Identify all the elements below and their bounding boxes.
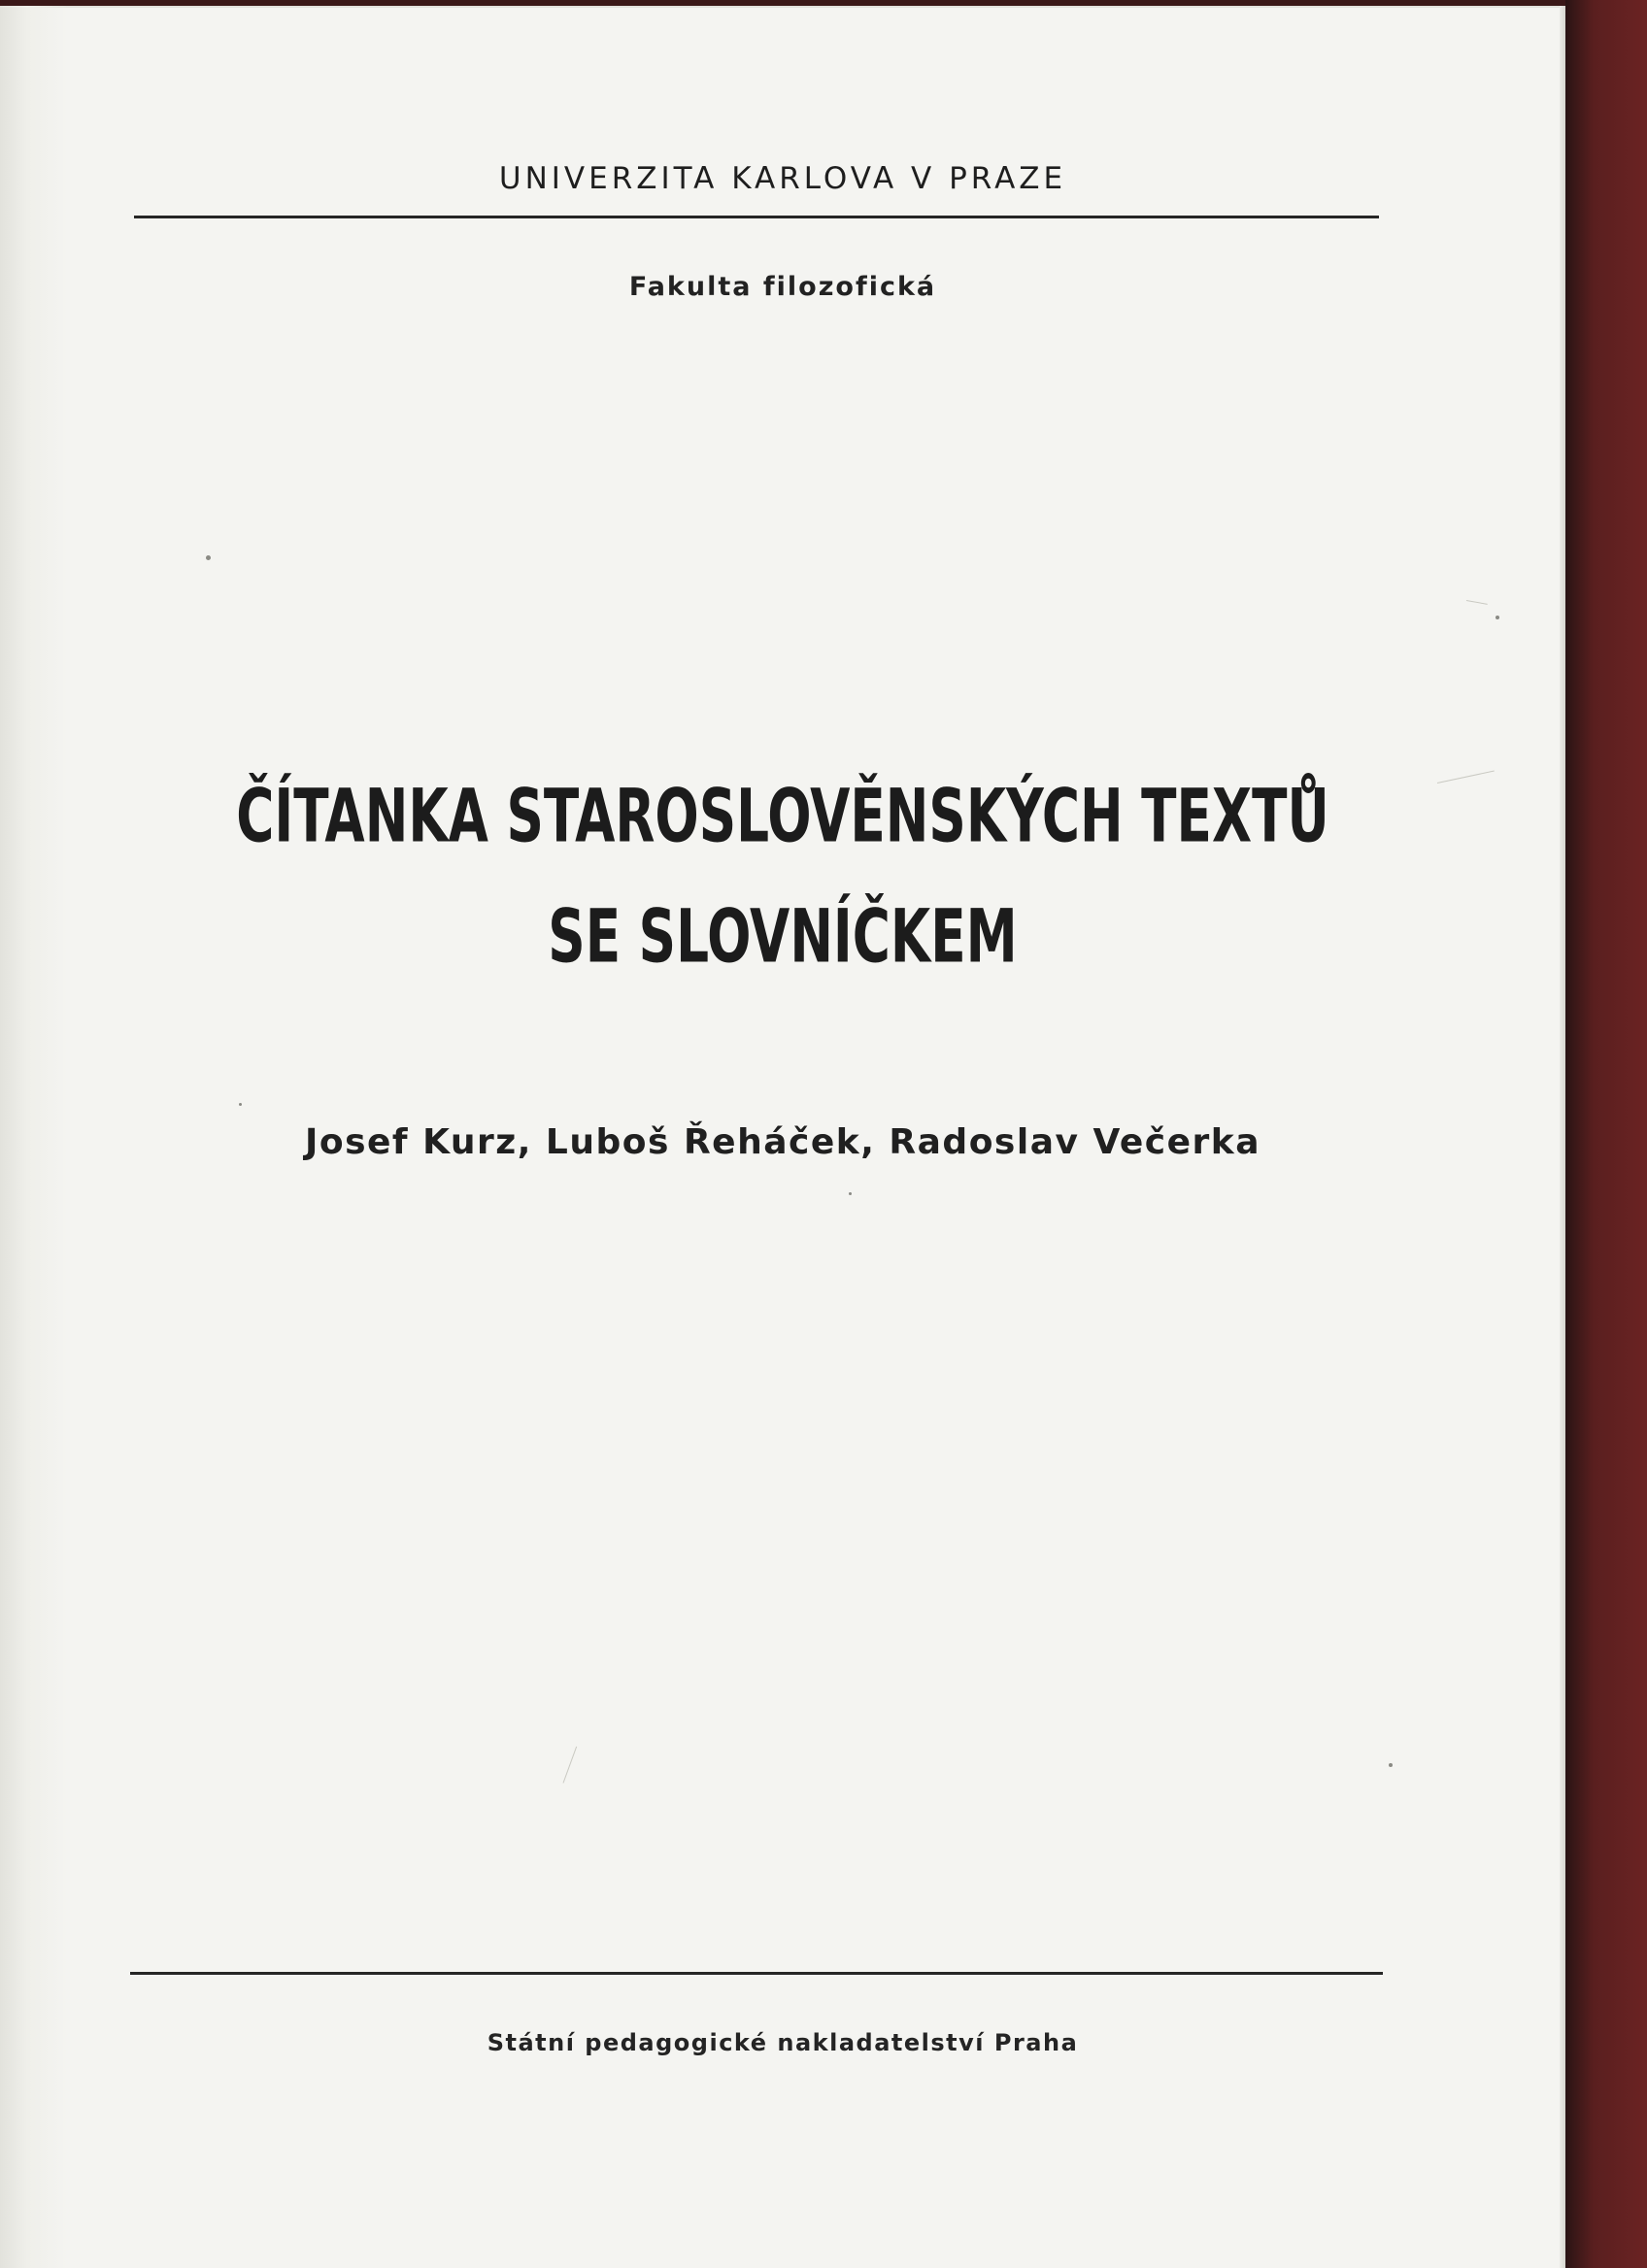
paper-speck (849, 1192, 852, 1195)
background-right (1565, 0, 1647, 2268)
faculty-name: Fakulta filozofická (628, 272, 937, 302)
bottom-rule (130, 1972, 1383, 1975)
top-rule (134, 216, 1379, 218)
book-title-line-1: ČÍTANKA STAROSLOVĚNSKÝCH TEXTŮ (236, 772, 1329, 860)
paper-scuff (1466, 600, 1488, 605)
book-authors: Josef Kurz, Luboš Řeháček, Radoslav Večerka (304, 1122, 1261, 1162)
paper-speck (206, 555, 211, 560)
book-cover (0, 6, 1565, 2268)
paper-speck (1496, 616, 1499, 619)
paper-scuff (563, 1747, 578, 1784)
publisher-name: Státní pedagogické nakladatelství Praha (487, 2029, 1079, 2056)
paper-speck (1389, 1763, 1393, 1767)
university-name: UNIVERZITA KARLOVA V PRAZE (498, 161, 1067, 196)
book-title-line-2: SE SLOVNÍČKEM (548, 892, 1018, 981)
paper-speck (239, 1103, 242, 1106)
